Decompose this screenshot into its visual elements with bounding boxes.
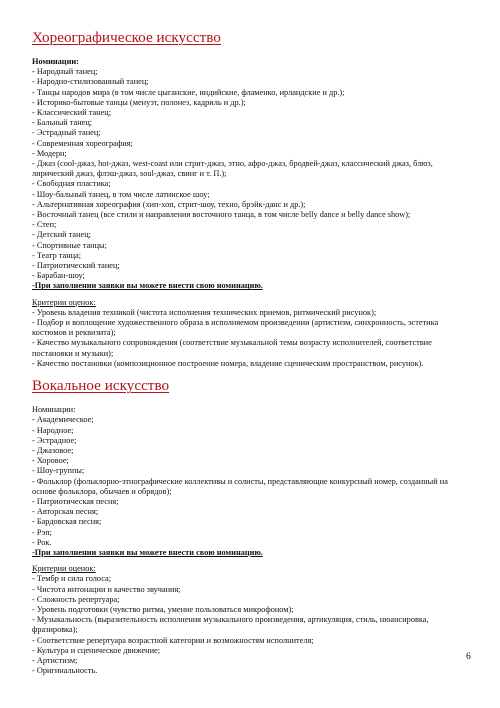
- section-title-choreography: Хореографическое искусство: [32, 29, 221, 46]
- criteria-item: - Сложность репертуара;: [32, 594, 120, 604]
- nomination-item: - Авторская песня;: [32, 507, 99, 517]
- nomination-item: - Бардовская песня;: [32, 517, 102, 527]
- nomination-item: - Альтернативная хореография (хип-хоп, стрит-шоу, техно, брэйк-данс и др.);: [32, 199, 306, 209]
- nomination-item: - Патриотический танец;: [32, 261, 120, 271]
- nomination-item: - Степ;: [32, 220, 57, 230]
- nomination-item: - Классический танец;: [32, 108, 112, 118]
- nomination-item: - Модерн;: [32, 148, 67, 158]
- nomination-item: - Детский танец;: [32, 230, 91, 240]
- page-number: 6: [466, 652, 471, 662]
- criteria-item: - Культура и сценическое движение;: [32, 645, 161, 655]
- criteria-item: - Подбор и воплощение художественного образа в исполняемом произведении (артистизм, синхронность, эстетика костюмов и реквизита);: [32, 318, 439, 338]
- nomination-item: - Народно-стилизованный танец;: [32, 77, 149, 87]
- criteria-item: - Качество музыкального сопровождения (соответствие музыкальной темы возрасту исполнителей, соответствие постановки и музыки);: [32, 338, 432, 358]
- nomination-item: - Академическое;: [32, 415, 94, 425]
- nomination-item: - Танцы народов мира (в том числе цыганские, индийские, фламенко, ирландские и др.);: [32, 87, 345, 97]
- nomination-item: - Шоу-группы;: [32, 466, 85, 476]
- nomination-item: - Спортивные танцы;: [32, 240, 107, 250]
- nomination-item: - Рэп;: [32, 527, 52, 537]
- nomination-item: - Джазовое;: [32, 445, 74, 455]
- nomination-item: - Эстрадный танец;: [32, 128, 101, 138]
- vocal-criteria-label: Критерии оценок:: [32, 564, 96, 574]
- criteria-item: - Уровень владения техникой (чистота исполнения технических приемов, ритмический рисунок);: [32, 307, 377, 317]
- nomination-item: - Народный танец;: [32, 67, 98, 77]
- nomination-item: - Эстрадное;: [32, 435, 77, 445]
- nomination-item: - Фольклор (фольклорно-этнографические коллективы и солисты, представляющие конкурсный номер, созданный на основе фольклора, обычаев и обрядов);: [32, 476, 448, 496]
- nomination-item: - Хоровое;: [32, 456, 69, 466]
- choreo-criteria-label: Критерии оценок:: [32, 297, 96, 307]
- page-content: [32, 29, 472, 676]
- criteria-item: - Артистизм;: [32, 655, 78, 665]
- nomination-item: - Восточный танец (все стили и направления восточного танца, в том числе belly dance и belly dance show);: [32, 210, 411, 220]
- criteria-item: - Соответствие репертуара возрастной категории и возможностям исполнителя;: [32, 635, 314, 645]
- vocal-criteria-list: [32, 574, 472, 676]
- nomination-item: - Патриотическая песня;: [32, 496, 119, 506]
- nomination-item: - Народное;: [32, 425, 74, 435]
- nomination-item: - Барабан-шоу;: [32, 271, 85, 281]
- nomination-item: - Театр танца;: [32, 250, 82, 260]
- nomination-item: - Шоу-бальный танец, в том числе латинское шоу;: [32, 189, 210, 199]
- nomination-item: - Рок.: [32, 537, 52, 547]
- nomination-item: - Бальный танец;: [32, 118, 93, 128]
- criteria-item: - Оригинальность.: [32, 666, 98, 676]
- section-title-vocal: Вокальное искусство: [32, 377, 170, 395]
- vocal-note: -При заполнении заявки вы можете внести свою номинацию.: [32, 547, 263, 557]
- criteria-item: - Уровень подготовки (чувство ритма, умение пользоваться микрофоном);: [32, 604, 294, 614]
- nomination-item: - Свободная пластика;: [32, 179, 111, 189]
- choreo-criteria-list: [32, 308, 472, 369]
- criteria-item: - Музыкальность (выразительность исполнения музыкального произведения, артикуляция, стиль, нюансировка, фразировка);: [32, 615, 429, 635]
- choreo-nominations-label: Номинации:: [32, 57, 79, 66]
- vocal-nominations-label: Номинации:: [32, 405, 76, 415]
- criteria-item: - Тембр и сила голоса;: [32, 574, 112, 584]
- nomination-item: - Джаз (cool-джаз, hot-джаз, west-coast или стрит-джаз, этно, афро-джаз, бродвей-джаз, классический джаз, блюз, лирический джаз, флэш-джаз, soul-джаз, свинг и т. П.);: [32, 159, 433, 179]
- choreo-note: -При заполнении заявки вы можете внести свою номинацию.: [32, 281, 263, 291]
- criteria-item: - Качество постановки (композиционное построение номера, владение сценическим пространством, рисунок).: [32, 358, 424, 368]
- choreo-nominations-list: [32, 67, 472, 281]
- criteria-item: - Чистота интонации и качество звучания;: [32, 584, 181, 594]
- nomination-item: - Современная хореография;: [32, 138, 133, 148]
- vocal-nominations-list: [32, 415, 472, 548]
- nomination-item: - Историко-бытовые танцы (менуэт, полонез, кадриль и др.);: [32, 97, 246, 107]
